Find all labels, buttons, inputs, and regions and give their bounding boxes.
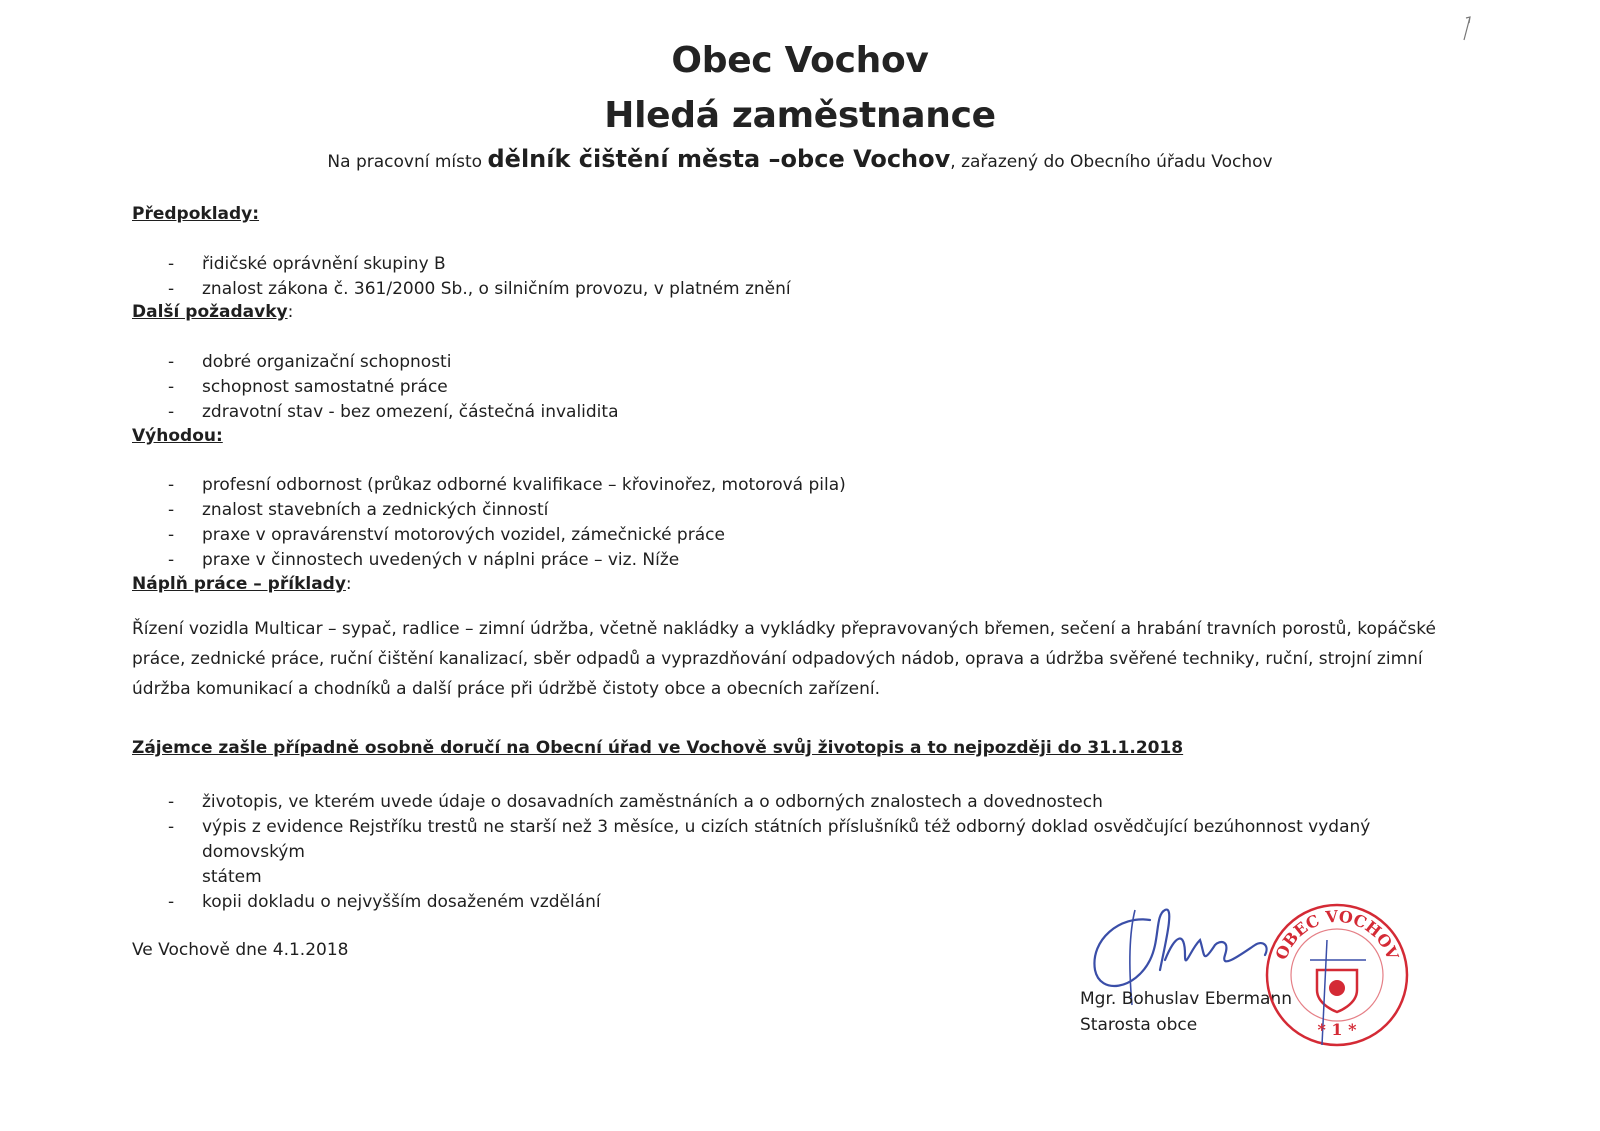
signer-name: Mgr. Bohuslav Ebermann	[1080, 989, 1292, 1009]
intro-suffix: , zařazený do Obecního úřadu Vochov	[950, 152, 1273, 172]
official-stamp-icon	[1262, 900, 1412, 1050]
list-item: - profesní odbornost (průkaz odborné kvalifikace – křovinořez, motorová pila)	[160, 473, 846, 498]
heading-vyhodou-text: Výhodou:	[132, 426, 223, 446]
signer-role: Starosta obce	[1080, 1015, 1198, 1035]
heading-napln-text: Náplň práce – příklady	[132, 574, 346, 594]
svg-text:* 1 *: * 1 *	[1317, 1020, 1357, 1039]
list-item: - znalost zákona č. 361/2000 Sb., o silničním provozu, v platném znění	[160, 277, 791, 302]
heading-dalsi-text: Další požadavky	[132, 302, 288, 322]
intro-line	[0, 145, 1600, 173]
list-predpoklady	[160, 252, 791, 302]
heading-napln-prace	[132, 574, 352, 594]
list-item-continuation: státem	[202, 867, 262, 887]
title-hiring: Hledá zaměstnance	[604, 95, 996, 136]
paragraph-line: údržba komunikací a chodníků a další práce při údržbě čistoty obce a obecních zařízení.	[132, 679, 881, 699]
intro-prefix: Na pracovní místo	[327, 152, 483, 172]
list-item: - znalost stavebních a zednických činností	[160, 498, 846, 523]
application-deadline: Zájemce zašle případně osobně doručí na Obecní úřad ve Vochově svůj životopis a to nejpozději do 31.1.2018	[132, 738, 1184, 758]
list-item: - zdravotní stav - bez omezení, částečná invalidita	[160, 400, 618, 425]
list-item: - kopii dokladu o nejvyšším dosaženém vzdělání	[160, 890, 1442, 915]
list-item	[160, 815, 1442, 890]
signature-block	[1080, 986, 1292, 1038]
title-municipality: Obec Vochov	[671, 40, 929, 81]
paragraph-line: Řízení vozidla Multicar – sypač, radlice – zimní údržba, včetně nakládky a vykládky přepravovaných břemen, sečení a hrabání travních porostů, kopáčské	[132, 619, 1436, 639]
list-item: - životopis, ve kterém uvede údaje o dosavadních zaměstnáních a o odborných znalostech a dovednostech	[160, 790, 1442, 815]
list-vyhodou	[160, 473, 846, 573]
heading-predpoklady-text: Předpoklady:	[132, 204, 260, 224]
list-item: - praxe v činnostech uvedených v náplni práce – viz. Níže	[160, 548, 846, 573]
heading-predpoklady	[132, 204, 259, 224]
list-item: - schopnost samostatné práce	[160, 375, 618, 400]
svg-text:OBEC VOCHOV: OBEC VOCHOV	[1271, 906, 1403, 963]
list-documents	[160, 790, 1442, 915]
list-dalsi-pozadavky	[160, 350, 618, 425]
place-and-date: Ve Vochově dne 4.1.2018	[132, 940, 349, 960]
list-item: - dobré organizační schopnosti	[160, 350, 618, 375]
heading-vyhodou	[132, 426, 223, 446]
list-item: - řidičské oprávnění skupiny B	[160, 252, 791, 277]
job-description	[132, 614, 1492, 704]
intro-position: dělník čištění města –obce Vochov	[487, 145, 951, 173]
list-item: - praxe v opravárenství motorových vozidel, zámečnické práce	[160, 523, 846, 548]
paragraph-line: práce, zednické práce, ruční čištění kanalizací, sběr odpadů a vyprazdňování odpadových nádob, oprava a údržba svěřené techniky, ruční, strojní zimní	[132, 649, 1423, 669]
heading-dalsi-colon: :	[287, 302, 294, 322]
corner-mark-icon	[1460, 14, 1480, 42]
list-item-text: výpis z evidence Rejstříku trestů ne starší než 3 měsíce, u cizích státních příslušníků též odborný doklad osvědčující bezúhonnost vydaný domovským	[202, 817, 1371, 862]
heading-dalsi-pozadavky	[132, 302, 293, 322]
heading-napln-colon: :	[345, 574, 352, 594]
